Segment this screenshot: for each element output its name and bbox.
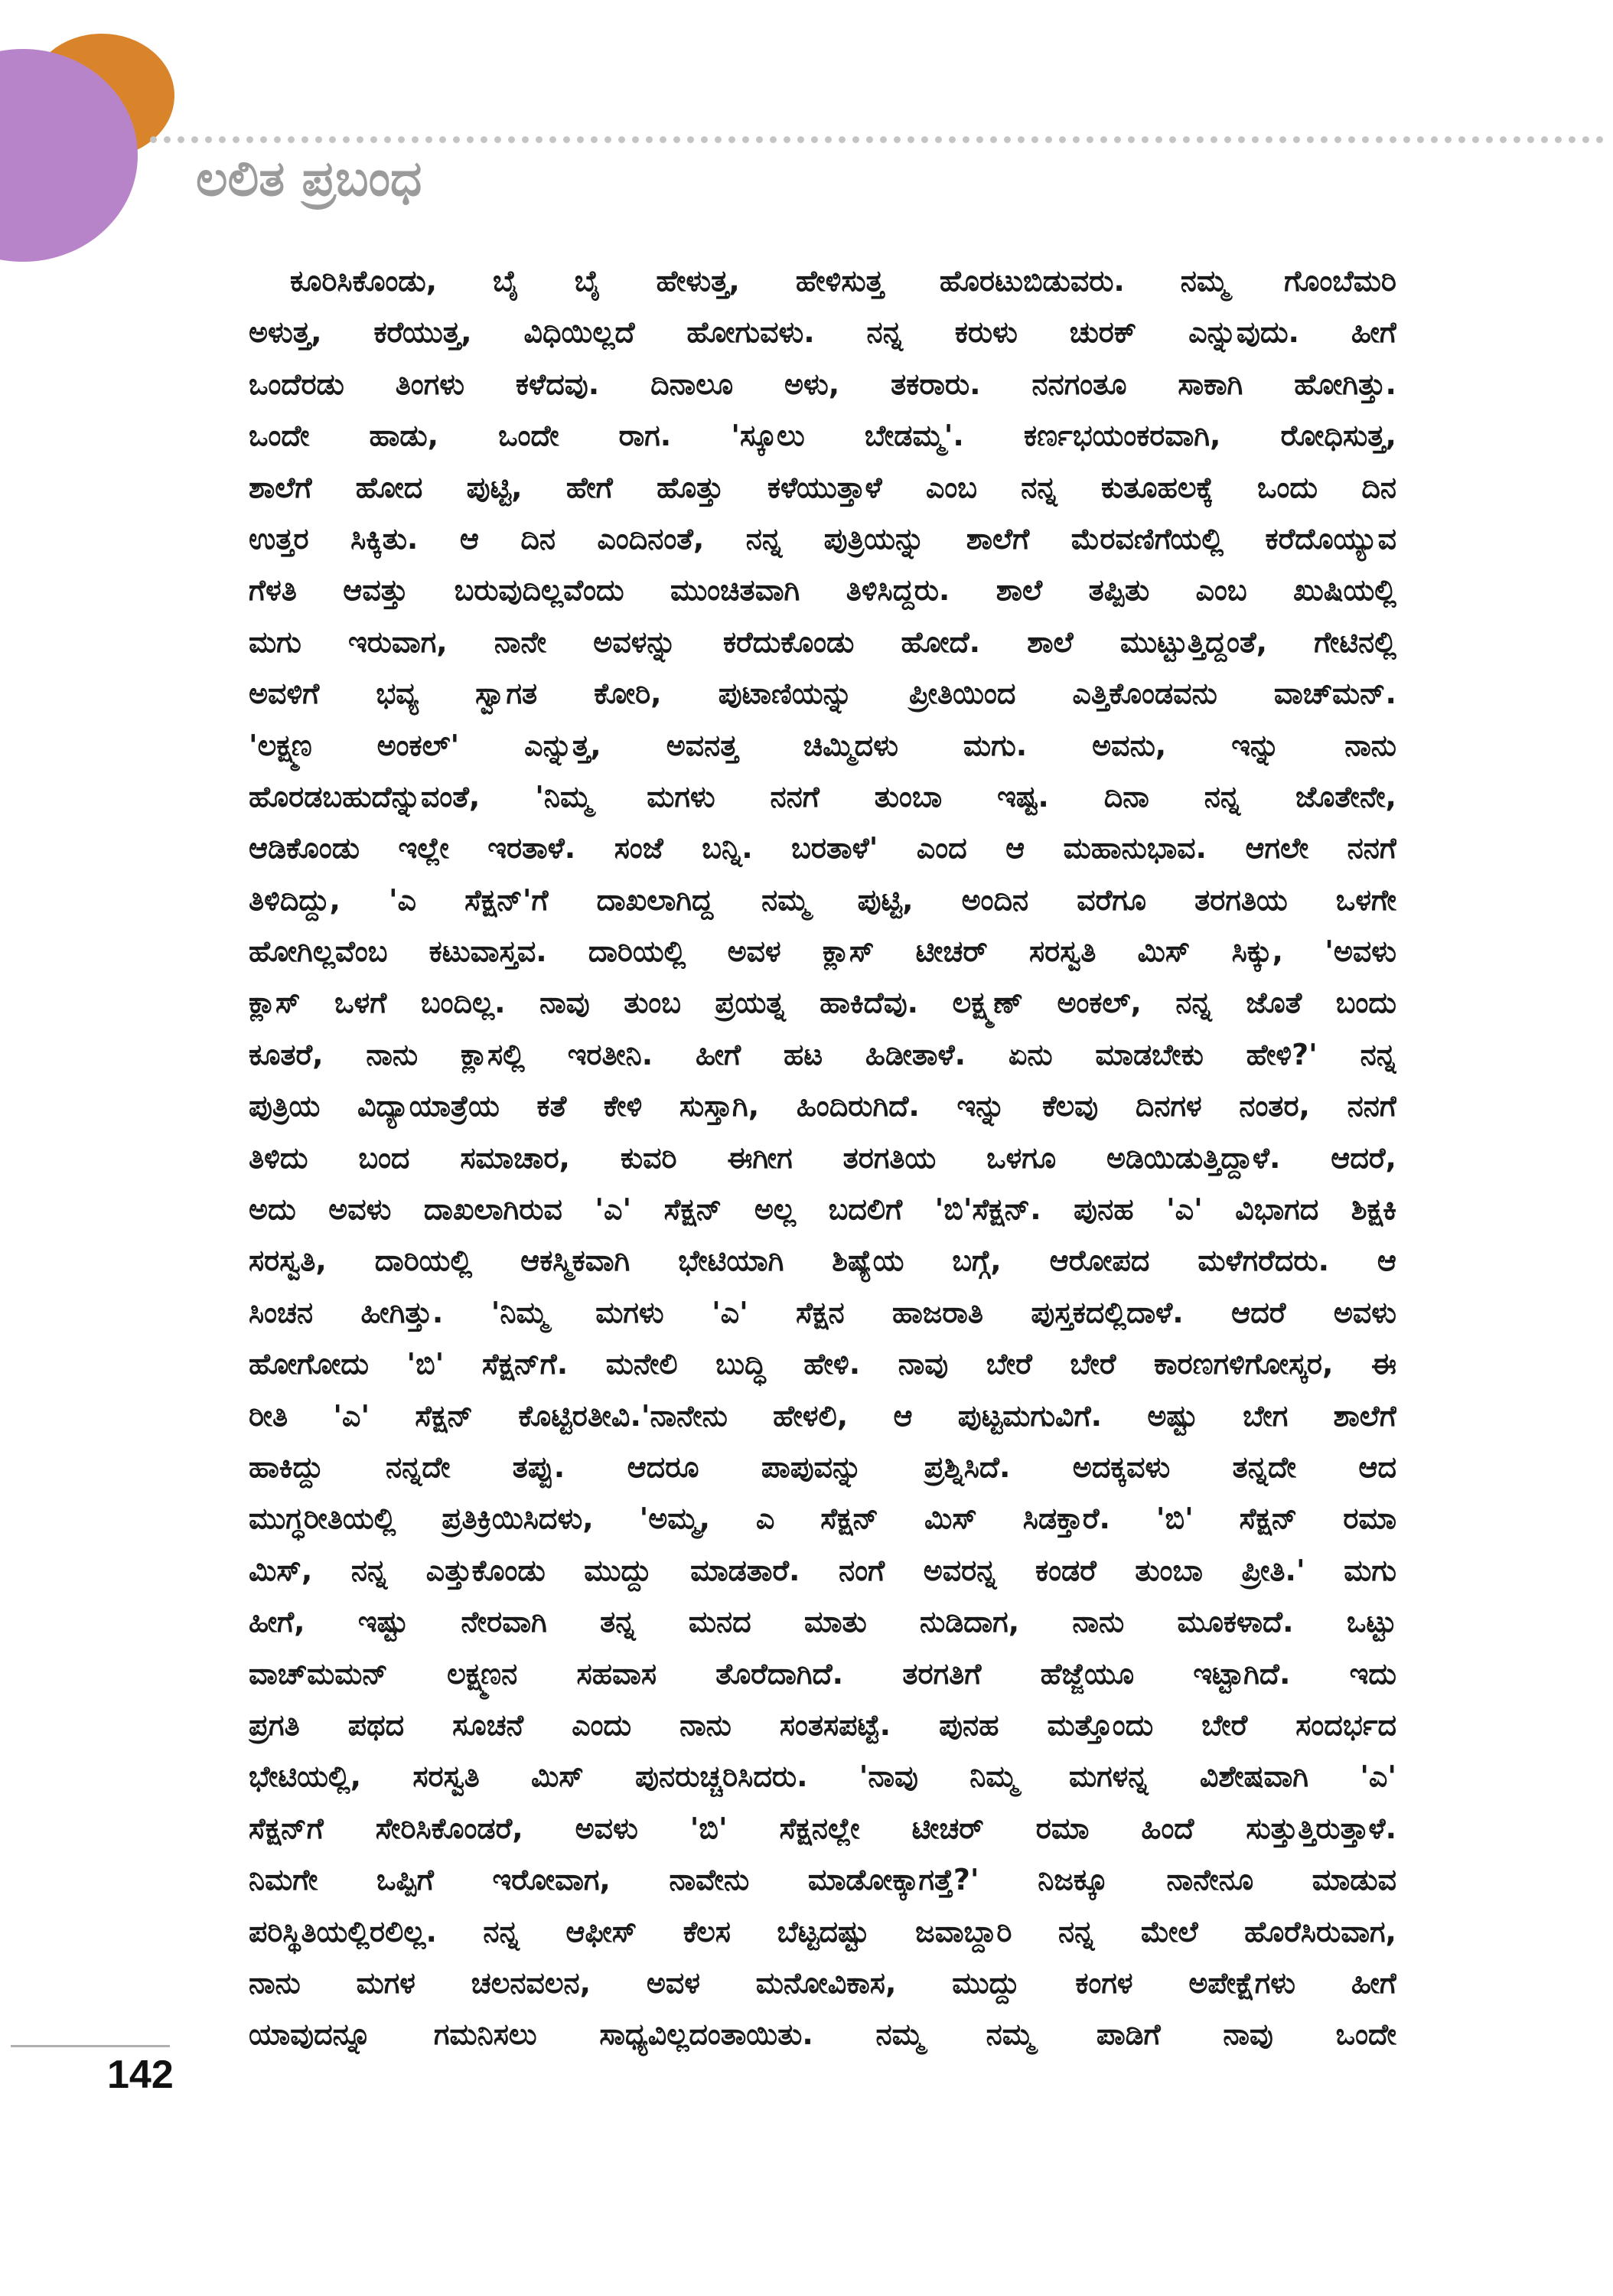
text-line: ಹಾಕಿದ್ದು ನನ್ನದೇ ತಪ್ಪು. ಆದರೂ ಪಾಪುವನ್ನು ಪ್ರಶ್ನಿಸಿದೆ. ಅದಕ್ಕವಳು ತನ್ನದೇ ಆದ	[249, 1450, 1396, 1484]
text-line: ಮಿಸ್, ನನ್ನ ಎತ್ತುಕೊಂಡು ಮುದ್ದು ಮಾಡತಾರೆ. ನಂಗೆ ಅವರನ್ನ ಕಂಡರೆ ತುಂಬಾ ಪ್ರೀತಿ.' ಮಗು	[249, 1553, 1396, 1587]
text-line: ಪ್ರಗತಿ ಪಥದ ಸೂಚನೆ ಎಂದು ನಾನು ಸಂತಸಪಟ್ಟೆ. ಪುನಹ ಮತ್ತೊಂದು ಬೇರೆ ಸಂದರ್ಭದ	[249, 1707, 1396, 1742]
text-line: ಒಂದೇ ಹಾಡು, ಒಂದೇ ರಾಗ. 'ಸ್ಕೂಲು ಬೇಡಮ್ಮ'. ಕರ್ಣಭಯಂಕರವಾಗಿ, ರೋಧಿಸುತ್ತ,	[249, 419, 1396, 453]
text-line: ಹೀಗೆ, ಇಷ್ಟು ನೇರವಾಗಿ ತನ್ನ ಮನದ ಮಾತು ನುಡಿದಾಗ, ನಾನು ಮೂಕಳಾದೆ. ಒಟ್ಟು	[249, 1605, 1396, 1639]
text-line: ಕೂರಿಸಿಕೊಂಡು, ಬೈ ಬೈ ಹೇಳುತ್ತ, ಹೇಳಿಸುತ್ತ ಹೊರಟುಬಿಡುವರು. ನಮ್ಮ ಗೊಂಬೆಮರಿ	[290, 264, 1396, 298]
text-line: ಅವಳಿಗೆ ಭವ್ಯ ಸ್ವಾಗತ ಕೋರಿ, ಪುಟಾಣಿಯನ್ನು ಪ್ರೀತಿಯಿಂದ ಎತ್ತಿಕೊಂಡವನು ವಾಚ್‌ಮನ್.	[249, 677, 1396, 711]
text-line: ತಿಳಿದಿದ್ದು, 'ಎ ಸೆಕ್ಷನ್'ಗೆ ದಾಖಲಾಗಿದ್ದ ನಮ್ಮ ಪುಟ್ಟಿ, ಅಂದಿನ ವರೆಗೂ ತರಗತಿಯ ಒಳಗೇ	[249, 882, 1396, 917]
text-line: ಗೆಳತಿ ಆವತ್ತು ಬರುವುದಿಲ್ಲವೆಂದು ಮುಂಚಿತವಾಗಿ ತಿಳಿಸಿದ್ದರು. ಶಾಲೆ ತಪ್ಪಿತು ಎಂಬ ಖುಷಿಯಲ್ಲಿ	[249, 573, 1396, 608]
footer-rule	[11, 2045, 170, 2047]
page-number: 142	[107, 2053, 174, 2097]
text-line: ವಾಚ್‌ಮಮನ್ ಲಕ್ಷ್ಮಣನ ಸಹವಾಸ ತೊರೆದಾಗಿದೆ. ತರಗತಿಗೆ ಹೆಜ್ಜೆಯೂ ಇಟ್ಟಾಗಿದೆ. ಇದು	[249, 1656, 1396, 1691]
text-line: ಉತ್ತರ ಸಿಕ್ಕಿತು. ಆ ದಿನ ಎಂದಿನಂತೆ, ನನ್ನ ಪುತ್ರಿಯನ್ನು ಶಾಲೆಗೆ ಮೆರವಣಿಗೆಯಲ್ಲಿ ಕರೆದೊಯ್ಯುವ	[249, 521, 1396, 556]
text-line: ಕ್ಲಾಸ್ ಒಳಗೆ ಬಂದಿಲ್ಲ. ನಾವು ತುಂಬ ಪ್ರಯತ್ನ ಹಾಕಿದೆವು. ಲಕ್ಷ್ಮಣ್ ಅಂಕಲ್, ನನ್ನ ಜೊತೆ ಬಂದು	[249, 986, 1396, 1020]
section-title: ಲಲಿತ ಪ್ರಬಂಧ	[196, 151, 422, 207]
text-line: ಹೋಗಿಲ್ಲವೆಂಬ ಕಟುವಾಸ್ತವ. ದಾರಿಯಲ್ಲಿ ಅವಳ ಕ್ಲಾಸ್ ಟೀಚರ್ ಸರಸ್ವತಿ ಮಿಸ್ ಸಿಕ್ಕು, 'ಅವಳು	[249, 934, 1396, 969]
text-line: 'ಲಕ್ಷ್ಮಣ ಅಂಕಲ್' ಎನ್ನುತ್ತ, ಅವನತ್ತ ಚಿಮ್ಮಿದಳು ಮಗು. ಅವನು, ಇನ್ನು ನಾನು	[249, 728, 1396, 762]
text-line: ಮಗು ಇರುವಾಗ, ನಾನೇ ಅವಳನ್ನು ಕರೆದುಕೊಂಡು ಹೋದೆ. ಶಾಲೆ ಮುಟ್ಟುತ್ತಿದ್ದಂತೆ, ಗೇಟಿನಲ್ಲಿ	[249, 625, 1396, 659]
text-line: ಮುಗ್ಧರೀತಿಯಲ್ಲಿ ಪ್ರತಿಕ್ರಿಯಿಸಿದಳು, 'ಅಮ್ಮ, ಎ ಸೆಕ್ಷನ್ ಮಿಸ್ ಸಿಡಕ್ತಾರೆ. 'ಬಿ' ಸೆಕ್ಷನ್ ರಮಾ	[249, 1502, 1396, 1536]
text-line: ಸೆಕ್ಷನ್‌ಗೆ ಸೇರಿಸಿಕೊಂಡರೆ, ಅವಳು 'ಬಿ' ಸೆಕ್ಷನಲ್ಲೇ ಟೀಚರ್ ರಮಾ ಹಿಂದೆ ಸುತ್ತುತ್ತಿರುತ್ತಾಳೆ.	[249, 1811, 1396, 1845]
text-line: ನಿಮಗೇ ಒಪ್ಪಿಗೆ ಇರೋವಾಗ, ನಾವೇನು ಮಾಡೋಕ್ಕಾಗತ್ತೆ?' ನಿಜಕ್ಕೂ ನಾನೇನೂ ಮಾಡುವ	[249, 1863, 1396, 1897]
text-line: ಆಡಿಕೊಂಡು ಇಲ್ಲೇ ಇರತಾಳೆ. ಸಂಜೆ ಬನ್ನಿ. ಬರತಾಳೆ' ಎಂದ ಆ ಮಹಾನುಭಾವ. ಆಗಲೇ ನನಗೆ	[249, 831, 1396, 866]
text-line: ತಿಳಿದು ಬಂದ ಸಮಾಚಾರ, ಕುವರಿ ಈಗೀಗ ತರಗತಿಯ ಒಳಗೂ ಅಡಿಯಿಡುತ್ತಿದ್ದಾಳೆ. ಆದರೆ,	[249, 1140, 1396, 1175]
text-line: ಹೋಗೋದು 'ಬಿ' ಸೆಕ್ಷನ್‌ಗೆ. ಮನೇಲಿ ಬುದ್ಧಿ ಹೇಳಿ. ನಾವು ಬೇರೆ ಬೇರೆ ಕಾರಣಗಳಿಗೋಸ್ಕರ, ಈ	[249, 1347, 1396, 1381]
text-line: ಪರಿಸ್ಥಿತಿಯಲ್ಲಿರಲಿಲ್ಲ. ನನ್ನ ಆಫೀಸ್ ಕೆಲಸ ಬೆಟ್ಟದಷ್ಟು ಜವಾಬ್ದಾರಿ ನನ್ನ ಮೇಲೆ ಹೊರೆಸಿರುವಾಗ,	[249, 1914, 1396, 1949]
text-line: ಹೊರಡಬಹುದೆನ್ನುವಂತೆ, 'ನಿಮ್ಮ ಮಗಳು ನನಗೆ ತುಂಬಾ ಇಷ್ಟ. ದಿನಾ ನನ್ನ ಜೊತೇನೇ,	[249, 779, 1396, 814]
text-line: ಒಂದೆರಡು ತಿಂಗಳು ಕಳೆದವು. ದಿನಾಲೂ ಅಳು, ತಕರಾರು. ನನಗಂತೂ ಸಾಕಾಗಿ ಹೋಗಿತ್ತು.	[249, 367, 1396, 401]
text-line: ರೀತಿ 'ಎ' ಸೆಕ್ಷನ್ ಕೊಟ್ಟಿರತೀವಿ.'ನಾನೇನು ಹೇಳಲಿ, ಆ ಪುಟ್ಟಮಗುವಿಗೆ. ಅಷ್ಟು ಬೇಗ ಶಾಲೆಗೆ	[249, 1398, 1396, 1433]
text-line: ಪುತ್ರಿಯ ವಿದ್ಯಾಯಾತ್ರೆಯ ಕತೆ ಕೇಳಿ ಸುಸ್ತಾಗಿ, ಹಿಂದಿರುಗಿದೆ. ಇನ್ನು ಕೆಲವು ದಿನಗಳ ನಂತರ, ನನಗೆ	[249, 1089, 1396, 1124]
text-line: ಅಳುತ್ತ, ಕರೆಯುತ್ತ, ವಿಧಿಯಿಲ್ಲದೆ ಹೋಗುವಳು. ನನ್ನ ಕರುಳು ಚುರಕ್ ಎನ್ನುವುದು. ಹೀಗೆ	[249, 315, 1396, 350]
text-line: ಭೇಟಿಯಲ್ಲಿ, ಸರಸ್ವತಿ ಮಿಸ್ ಪುನರುಚ್ಚರಿಸಿದರು. 'ನಾವು ನಿಮ್ಮ ಮಗಳನ್ನ ವಿಶೇಷವಾಗಿ 'ಎ'	[249, 1760, 1396, 1794]
text-line: ಅದು ಅವಳು ದಾಖಲಾಗಿರುವ 'ಎ' ಸೆಕ್ಷನ್ ಅಲ್ಲ ಬದಲಿಗೆ 'ಬಿ'ಸೆಕ್ಷನ್. ಪುನಹ 'ಎ' ವಿಭಾಗದ ಶಿಕ್ಷಕಿ	[249, 1192, 1396, 1227]
text-line: ಸಿಂಚನ ಹೀಗಿತ್ತು. 'ನಿಮ್ಮ ಮಗಳು 'ಎ' ಸೆಕ್ಷನ ಹಾಜರಾತಿ ಪುಸ್ತಕದಲ್ಲಿದಾಳೆ. ಆದರೆ ಅವಳು	[249, 1295, 1396, 1329]
body-paragraph	[249, 256, 1396, 2061]
text-line: ಶಾಲೆಗೆ ಹೋದ ಪುಟ್ಟಿ, ಹೇಗೆ ಹೊತ್ತು ಕಳೆಯುತ್ತಾಳೆ ಎಂಬ ನನ್ನ ಕುತೂಹಲಕ್ಕೆ ಒಂದು ದಿನ	[249, 470, 1396, 504]
text-line: ಸರಸ್ವತಿ, ದಾರಿಯಲ್ಲಿ ಆಕಸ್ಮಿಕವಾಗಿ ಭೇಟಿಯಾಗಿ ಶಿಷ್ಯೆಯ ಬಗ್ಗೆ, ಆರೋಪದ ಮಳೆಗರೆದರು. ಆ	[249, 1244, 1396, 1278]
text-line: ಯಾವುದನ್ನೂ ಗಮನಿಸಲು ಸಾಧ್ಯವಿಲ್ಲದಂತಾಯಿತು. ನಮ್ಮ ನಮ್ಮ ಪಾಡಿಗೆ ನಾವು ಒಂದೇ	[249, 2017, 1396, 2052]
text-line: ನಾನು ಮಗಳ ಚಲನವಲನ, ಅವಳ ಮನೋವಿಕಾಸ, ಮುದ್ದು ಕಂಗಳ ಅಪೇಕ್ಷೆಗಳು ಹೀಗೆ	[249, 1965, 1396, 2000]
text-line: ಕೂತರೆ, ನಾನು ಕ್ಲಾಸಲ್ಲಿ ಇರತೀನಿ. ಹೀಗೆ ಹಟ ಹಿಡೀತಾಳೆ. ಏನು ಮಾಡಬೇಕು ಹೇಳಿ?' ನನ್ನ	[249, 1037, 1396, 1071]
